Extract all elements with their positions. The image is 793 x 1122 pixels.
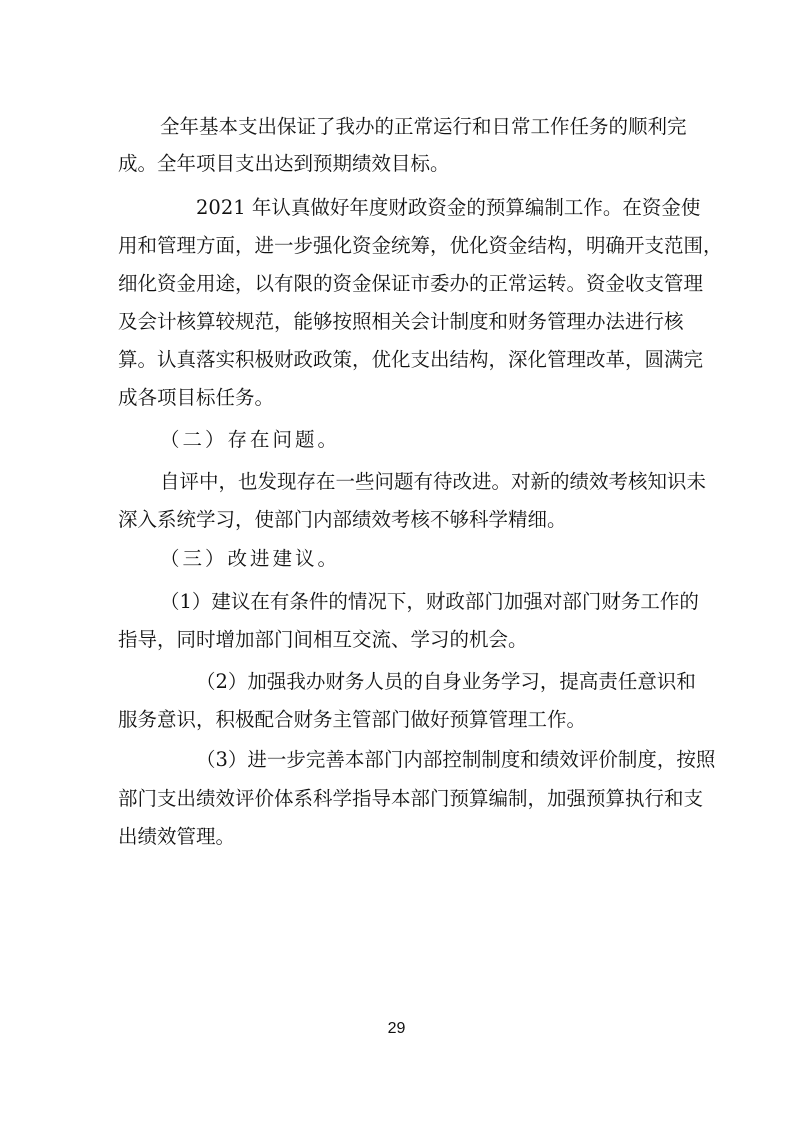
paragraph-3-line-2: 深入系统学习，使部门内部绩效考核不够科学精细。: [118, 508, 567, 531]
section-heading-suggestions: （三）改进建议。: [160, 547, 341, 570]
paragraph-1-line-2: 成。全年项目支出达到预期绩效目标。: [118, 152, 450, 175]
paragraph-2-line-2: 用和管理方面，进一步强化资金统筹，优化资金结构，明确开支范围，: [118, 234, 723, 257]
suggestion-3-line-2: 部门支出绩效评价体系科学指导本部门预算编制，加强预算执行和支: [118, 787, 704, 810]
paragraph-2-line-1: 2021 年认真做好年度财政资金的预算编制工作。在资金使: [196, 196, 701, 219]
suggestion-2-line-1: （2）加强我办财务人员的自身业务学习，提高责任意识和: [196, 670, 696, 693]
suggestion-2-line-2: 服务意识，积极配合财务主管部门做好预算管理工作。: [118, 708, 587, 731]
paragraph-2-line-5: 算。认真落实积极财政政策，优化支出结构，深化管理改革，圆满完: [118, 348, 704, 371]
suggestion-1-line-1: （1）建议在有条件的情况下，财政部门加强对部门财务工作的: [160, 590, 699, 613]
section-heading-problems: （二）存在问题。: [160, 428, 341, 451]
paragraph-3-line-1: 自评中，也发现存在一些问题有待改进。对新的绩效考核知识未: [160, 470, 707, 493]
suggestion-3-line-3: 出绩效管理。: [118, 825, 236, 848]
paragraph-2-line-6: 成各项目标任务。: [118, 386, 275, 409]
paragraph-2-line-3: 细化资金用途，以有限的资金保证市委办的正常运转。资金收支管理: [118, 272, 704, 295]
paragraph-2-line-4: 及会计核算较规范，能够按照相关会计制度和财务管理办法进行核: [118, 310, 684, 333]
suggestion-3-line-1: （3）进一步完善本部门内部控制制度和绩效评价制度，按照: [196, 748, 716, 771]
suggestion-1-line-2: 指导，同时增加部门间相互交流、学习的机会。: [118, 628, 528, 651]
paragraph-1-line-1: 全年基本支出保证了我办的正常运行和日常工作任务的顺利完: [160, 115, 687, 138]
page-number: 29: [387, 1020, 406, 1037]
